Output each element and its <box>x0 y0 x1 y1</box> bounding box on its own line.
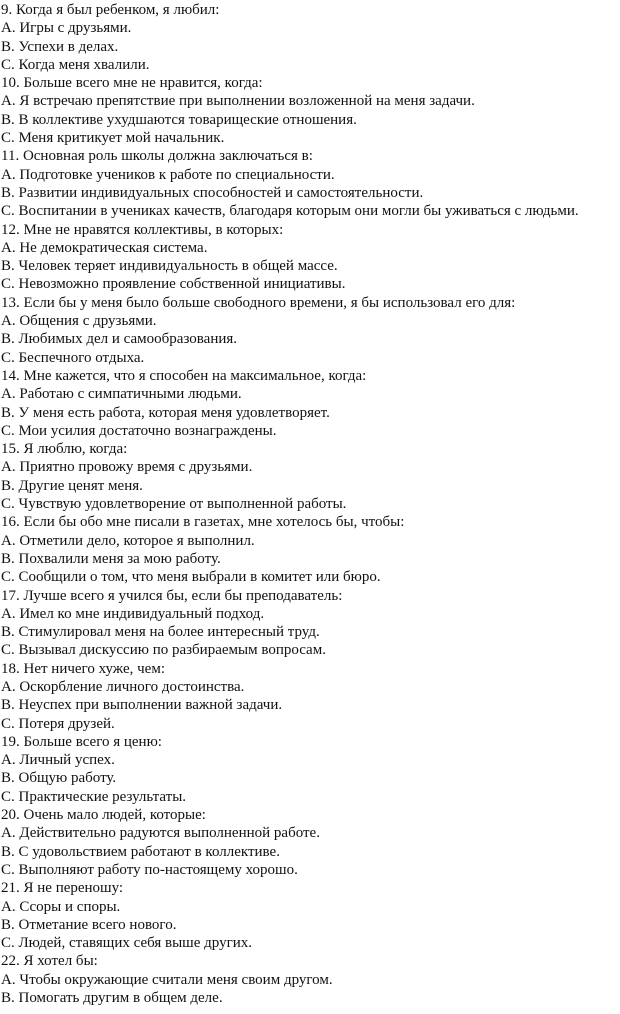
question-text: 13. Если бы у меня было больше свободного времени, я бы использовал его для: <box>1 294 516 311</box>
answer-option-b: B. Успехи в делах. <box>1 38 119 55</box>
answer-option-a: A. Общения с друзьями. <box>1 313 157 330</box>
answer-option-a: A. Оскорбление личного достоинства. <box>1 678 245 695</box>
question-block <box>1 806 620 879</box>
answer-option-b: B. В коллективе ухудшаются товарищеские отношения. <box>1 111 357 128</box>
question-block <box>1 147 620 220</box>
question-text: 15. Я люблю, когда: <box>1 441 128 458</box>
answer-option-c: C. Беспечного отдыха. <box>1 349 145 366</box>
answer-option-c: C. Выполняют работу по-настоящему хорошо. <box>1 861 298 878</box>
answer-option-b: B. Помогать другим в общем деле. <box>1 990 223 1007</box>
answer-option-b: B. Другие ценят меня. <box>1 477 143 494</box>
answer-option-a: A. Работаю с симпатичными людьми. <box>1 386 242 403</box>
answer-option-c: C. Меня критикует мой начальник. <box>1 130 225 147</box>
question-block <box>1 733 620 806</box>
question-block <box>1 513 620 586</box>
answer-option-b: B. У меня есть работа, которая меня удовлетворяет. <box>1 404 330 421</box>
answer-option-c: C. Вызывал дискуссию по разбираемым вопросам. <box>1 642 326 659</box>
question-text: 22. Я хотел бы: <box>1 953 98 970</box>
answer-option-b: B. С удовольствием работают в коллективе. <box>1 843 280 860</box>
answer-option-b: B. Человек теряет индивидуальность в общей массе. <box>1 258 338 275</box>
answer-option-a: A. Игры с друзьями. <box>1 20 132 37</box>
answer-option-b: B. Развитии индивидуальных способностей и самостоятельности. <box>1 184 424 201</box>
answer-option-b: B. Стимулировал меня на более интересный труд. <box>1 624 320 641</box>
question-block <box>1 952 620 1007</box>
answer-option-c: C. Сообщили о том, что меня выбрали в комитет или бюро. <box>1 569 381 586</box>
answer-option-c: C. Когда меня хвалили. <box>1 56 150 73</box>
question-text: 9. Когда я был ребенком, я любил: <box>1 2 220 18</box>
answer-option-b: B. Отметание всего нового. <box>1 916 177 933</box>
question-text: 14. Мне кажется, что я способен на максимальное, когда: <box>1 367 367 384</box>
answer-option-c: C. Мои усилия достаточно вознаграждены. <box>1 422 277 439</box>
question-block <box>1 74 620 147</box>
answer-option-c: C. Чувствую удовлетворение от выполненной работы. <box>1 496 347 513</box>
answer-option-a: A. Приятно провожу время с друзьями. <box>1 459 253 476</box>
question-block <box>1 879 620 952</box>
question-text: 17. Лучше всего я учился бы, если бы преподаватель: <box>1 587 343 604</box>
question-text: 20. Очень мало людей, которые: <box>1 807 206 824</box>
question-text: 11. Основная роль школы должна заключаться в: <box>1 148 313 165</box>
answer-option-b: B. Общую работу. <box>1 770 117 787</box>
answer-option-a: A. Не демократическая система. <box>1 239 208 256</box>
answer-option-a: A. Действительно радуются выполненной работе. <box>1 825 320 842</box>
question-text: 19. Больше всего я ценю: <box>1 733 162 750</box>
answer-option-c: C. Потеря друзей. <box>1 715 115 732</box>
answer-option-b: B. Похвалили меня за мою работу. <box>1 550 221 567</box>
answer-option-a: A. Имел ко мне индивидуальный подход. <box>1 605 265 622</box>
question-block <box>1 221 620 294</box>
question-block <box>1 294 620 367</box>
question-text: 12. Мне не нравятся коллективы, в которых: <box>1 221 284 238</box>
answer-option-c: C. Практические результаты. <box>1 788 187 805</box>
question-block <box>1 660 620 733</box>
answer-option-b: B. Неуспех при выполнении важной задачи. <box>1 697 283 714</box>
answer-option-a: A. Личный успех. <box>1 752 115 769</box>
answer-option-a: A. Ссоры и споры. <box>1 898 121 915</box>
answer-option-a: A. Я встречаю препятствие при выполнении возложенной на меня задачи. <box>1 93 475 110</box>
question-text: 18. Нет ничего хуже, чем: <box>1 660 165 677</box>
question-text: 10. Больше всего мне не нравится, когда: <box>1 75 263 92</box>
question-text: 16. Если бы обо мне писали в газетах, мне хотелось бы, чтобы: <box>1 514 405 531</box>
answer-option-c: C. Воспитании в учениках качеств, благодаря которым они могли бы уживаться с людьми. <box>1 203 579 220</box>
answer-option-c: C. Невозможно проявление собственной инициативы. <box>1 276 346 293</box>
answer-option-a: A. Подготовке учеников к работе по специальности. <box>1 166 335 183</box>
question-block <box>1 440 620 513</box>
question-block <box>1 1 620 74</box>
question-block <box>1 367 620 440</box>
answer-option-a: A. Отметили дело, которое я выполнил. <box>1 532 255 549</box>
answer-option-c: C. Людей, ставящих себя выше других. <box>1 935 252 952</box>
question-text: 21. Я не переношу: <box>1 880 124 897</box>
question-block <box>1 587 620 660</box>
answer-option-b: B. Любимых дел и самообразования. <box>1 331 238 348</box>
answer-option-a: A. Чтобы окружающие считали меня своим другом. <box>1 971 333 988</box>
